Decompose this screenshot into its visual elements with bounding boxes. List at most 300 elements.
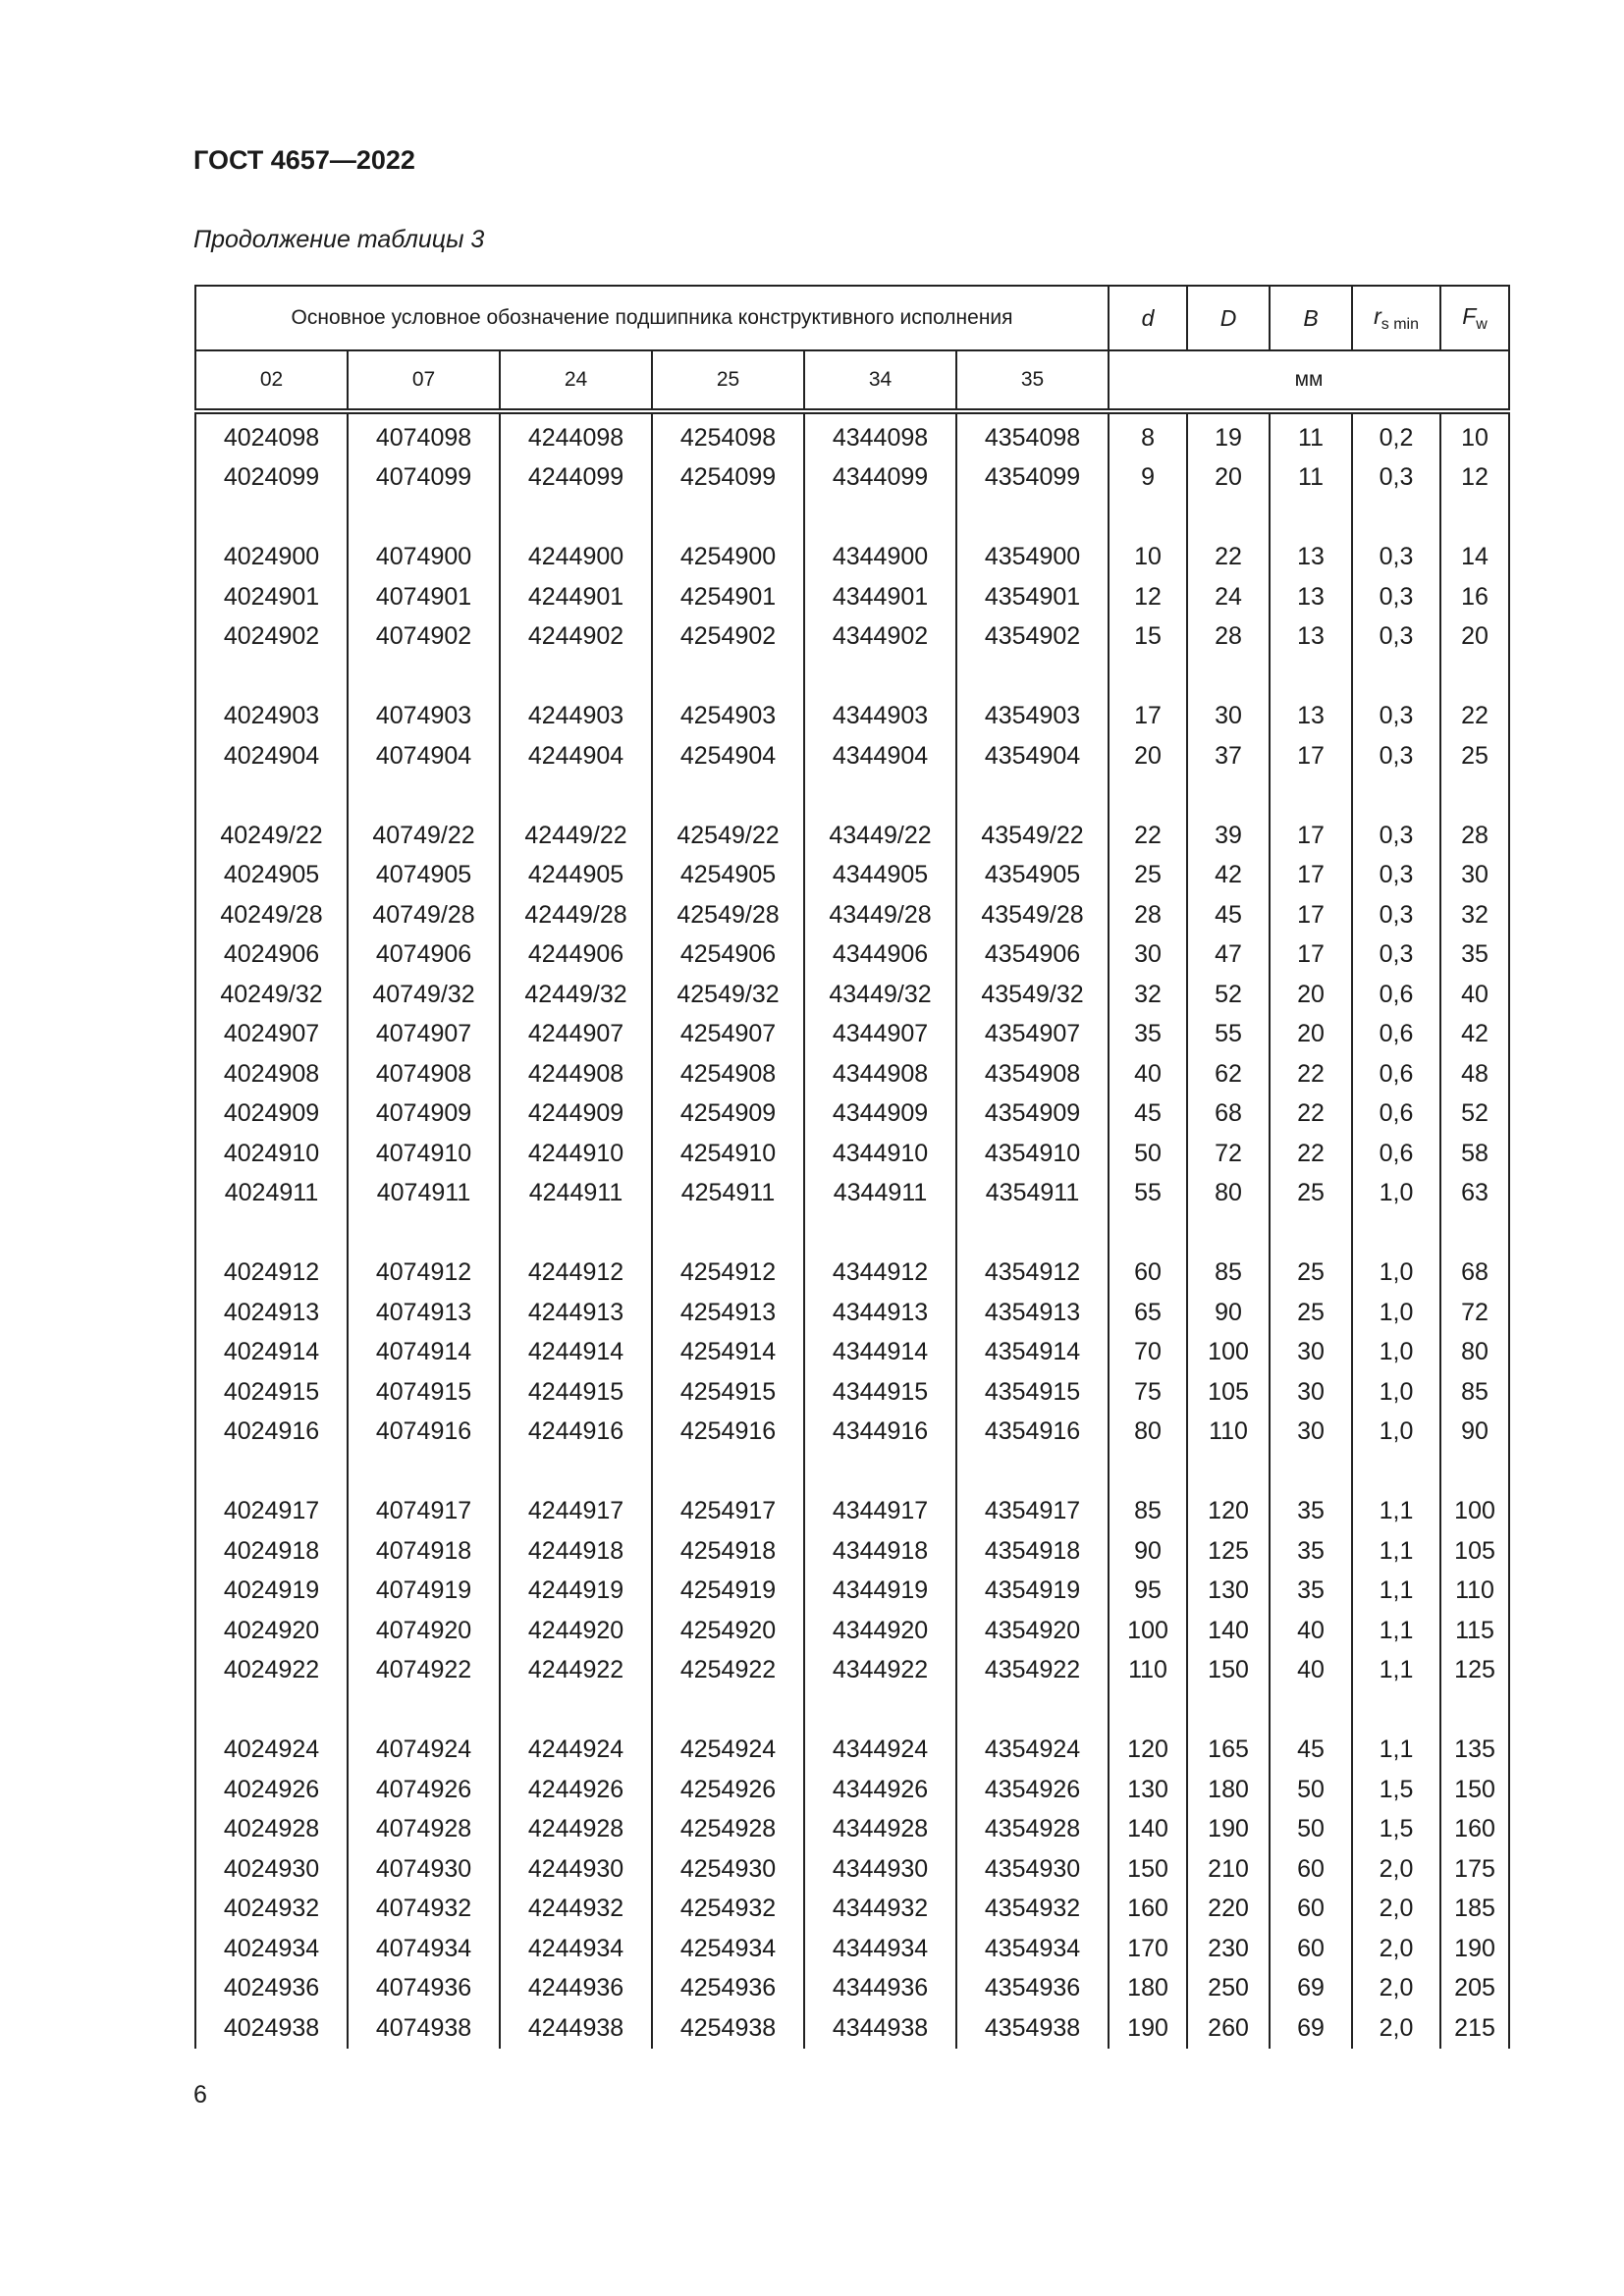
- cell-rs-min: 0,3: [1352, 458, 1440, 499]
- cell-series-34: 4344918: [804, 1531, 956, 1572]
- spacer-cell: [956, 776, 1109, 817]
- cell-series-07: 40749/22: [348, 816, 500, 856]
- cell-width: 17: [1270, 856, 1352, 896]
- cell-series-24: 4244099: [500, 458, 652, 499]
- cell-width: 25: [1270, 1174, 1352, 1214]
- cell-series-24: 4244900: [500, 538, 652, 578]
- cell-series-25: 4254916: [652, 1413, 804, 1453]
- cell-d: 80: [1109, 1413, 1187, 1453]
- spacer-cell: [195, 657, 348, 697]
- cell-d: 150: [1109, 1849, 1187, 1890]
- cell-fw: 125: [1440, 1651, 1509, 1691]
- cell-series-35: 43549/22: [956, 816, 1109, 856]
- cell-d: 55: [1109, 1174, 1187, 1214]
- cell-outer-d: 22: [1187, 538, 1270, 578]
- cell-series-02: 4024914: [195, 1333, 348, 1373]
- spacer-cell: [1270, 1213, 1352, 1254]
- spacer-cell: [1187, 1690, 1270, 1731]
- cell-rs-min: 2,0: [1352, 2008, 1440, 2049]
- spacer-cell: [1187, 657, 1270, 697]
- cell-fw: 35: [1440, 935, 1509, 976]
- spacer-cell: [1109, 1452, 1187, 1492]
- cell-outer-d: 28: [1187, 617, 1270, 658]
- cell-rs-min: 0,3: [1352, 617, 1440, 658]
- cell-series-35: 4354910: [956, 1134, 1109, 1174]
- cell-series-24: 4244930: [500, 1849, 652, 1890]
- spacer-cell: [1352, 1690, 1440, 1731]
- cell-outer-d: 62: [1187, 1054, 1270, 1095]
- cell-series-02: 4024907: [195, 1015, 348, 1055]
- cell-series-34: 4344905: [804, 856, 956, 896]
- cell-rs-min: 1,5: [1352, 1770, 1440, 1810]
- cell-series-02: 4024915: [195, 1372, 348, 1413]
- cell-series-24: 4244914: [500, 1333, 652, 1373]
- cell-fw: 20: [1440, 617, 1509, 658]
- cell-rs-min: 0,6: [1352, 1054, 1440, 1095]
- cell-series-25: 4254911: [652, 1174, 804, 1214]
- cell-outer-d: 180: [1187, 1770, 1270, 1810]
- cell-series-25: 4254920: [652, 1611, 804, 1651]
- cell-series-35: 4354936: [956, 1969, 1109, 2009]
- cell-width: 20: [1270, 1015, 1352, 1055]
- spacer-cell: [348, 776, 500, 817]
- cell-series-25: 4254098: [652, 411, 804, 458]
- spacer-cell: [195, 1452, 348, 1492]
- table-row: [195, 2008, 1509, 2049]
- cell-fw: 80: [1440, 1333, 1509, 1373]
- cell-series-07: 4074904: [348, 736, 500, 776]
- cell-series-07: 4074930: [348, 1849, 500, 1890]
- cell-series-02: 4024905: [195, 856, 348, 896]
- cell-series-25: 4254932: [652, 1890, 804, 1930]
- spacer-cell: [1109, 498, 1187, 538]
- cell-rs-min: 1,1: [1352, 1611, 1440, 1651]
- cell-d: 10: [1109, 538, 1187, 578]
- table-row: [195, 1531, 1509, 1572]
- cell-rs-min: 0,2: [1352, 411, 1440, 458]
- table-row: [195, 458, 1509, 499]
- cell-series-24: 4244912: [500, 1254, 652, 1294]
- table-row: [195, 1174, 1509, 1214]
- cell-d: 12: [1109, 577, 1187, 617]
- spacer-cell: [1109, 776, 1187, 817]
- header-width: B: [1270, 286, 1352, 350]
- cell-series-24: 4244907: [500, 1015, 652, 1055]
- cell-series-24: 4244922: [500, 1651, 652, 1691]
- cell-series-24: 4244926: [500, 1770, 652, 1810]
- cell-fw: 72: [1440, 1293, 1509, 1333]
- cell-series-07: 4074917: [348, 1492, 500, 1532]
- cell-d: 22: [1109, 816, 1187, 856]
- spacer-cell: [195, 1690, 348, 1731]
- cell-width: 60: [1270, 1849, 1352, 1890]
- rs-subscript: s min: [1380, 315, 1419, 333]
- cell-series-34: 4344919: [804, 1572, 956, 1612]
- cell-series-35: 43549/28: [956, 895, 1109, 935]
- cell-series-34: 43449/32: [804, 975, 956, 1015]
- cell-rs-min: 0,3: [1352, 577, 1440, 617]
- spacer-cell: [500, 498, 652, 538]
- spacer-cell: [348, 1213, 500, 1254]
- table-row: [195, 1651, 1509, 1691]
- cell-outer-d: 52: [1187, 975, 1270, 1015]
- cell-width: 50: [1270, 1770, 1352, 1810]
- cell-d: 9: [1109, 458, 1187, 499]
- cell-series-24: 4244924: [500, 1731, 652, 1771]
- cell-series-34: 4344912: [804, 1254, 956, 1294]
- bearing-dimensions-table: [194, 285, 1510, 2049]
- cell-series-02: 4024912: [195, 1254, 348, 1294]
- spacer-cell: [1187, 776, 1270, 817]
- cell-series-24: 4244905: [500, 856, 652, 896]
- cell-width: 22: [1270, 1054, 1352, 1095]
- cell-series-02: 4024932: [195, 1890, 348, 1930]
- cell-fw: 32: [1440, 895, 1509, 935]
- spacer-cell: [1352, 1452, 1440, 1492]
- cell-series-34: 4344915: [804, 1372, 956, 1413]
- cell-series-25: 4254099: [652, 458, 804, 499]
- cell-series-25: 42549/28: [652, 895, 804, 935]
- cell-series-07: 4074908: [348, 1054, 500, 1095]
- cell-series-34: 4344904: [804, 736, 956, 776]
- cell-rs-min: 1,0: [1352, 1254, 1440, 1294]
- header-series-35: 35: [956, 350, 1109, 411]
- cell-series-24: 4244919: [500, 1572, 652, 1612]
- cell-series-25: 4254913: [652, 1293, 804, 1333]
- cell-width: 17: [1270, 935, 1352, 976]
- cell-series-35: 4354913: [956, 1293, 1109, 1333]
- cell-series-34: 4344911: [804, 1174, 956, 1214]
- cell-rs-min: 0,3: [1352, 697, 1440, 737]
- cell-series-07: 4074909: [348, 1095, 500, 1135]
- spacer-cell: [1270, 1690, 1352, 1731]
- spacer-cell: [804, 1690, 956, 1731]
- cell-series-34: 4344932: [804, 1890, 956, 1930]
- cell-width: 35: [1270, 1572, 1352, 1612]
- cell-series-34: 4344936: [804, 1969, 956, 2009]
- cell-series-02: 4024922: [195, 1651, 348, 1691]
- table-row: [195, 617, 1509, 658]
- cell-outer-d: 140: [1187, 1611, 1270, 1651]
- cell-series-07: 4074928: [348, 1810, 500, 1850]
- spacer-cell: [652, 1690, 804, 1731]
- cell-fw: 135: [1440, 1731, 1509, 1771]
- cell-rs-min: 0,6: [1352, 1134, 1440, 1174]
- group-spacer-row: [195, 776, 1509, 817]
- cell-series-35: 4354911: [956, 1174, 1109, 1214]
- header-rs-min: [1352, 286, 1440, 350]
- cell-series-35: 4354917: [956, 1492, 1109, 1532]
- cell-series-34: 4344902: [804, 617, 956, 658]
- cell-series-02: 4024903: [195, 697, 348, 737]
- cell-d: 25: [1109, 856, 1187, 896]
- cell-series-34: 4344906: [804, 935, 956, 976]
- cell-series-35: 4354920: [956, 1611, 1109, 1651]
- cell-series-07: 4074924: [348, 1731, 500, 1771]
- cell-outer-d: 68: [1187, 1095, 1270, 1135]
- cell-series-07: 4074910: [348, 1134, 500, 1174]
- cell-series-35: 4354909: [956, 1095, 1109, 1135]
- cell-series-34: 4344926: [804, 1770, 956, 1810]
- cell-series-34: 4344930: [804, 1849, 956, 1890]
- table-row: [195, 1572, 1509, 1612]
- cell-series-25: 4254924: [652, 1731, 804, 1771]
- cell-series-02: 4024926: [195, 1770, 348, 1810]
- spacer-cell: [500, 776, 652, 817]
- cell-d: 75: [1109, 1372, 1187, 1413]
- cell-series-35: 4354930: [956, 1849, 1109, 1890]
- cell-series-34: 4344099: [804, 458, 956, 499]
- group-spacer-row: [195, 498, 1509, 538]
- cell-outer-d: 100: [1187, 1333, 1270, 1373]
- cell-d: 100: [1109, 1611, 1187, 1651]
- cell-rs-min: 1,1: [1352, 1492, 1440, 1532]
- cell-width: 60: [1270, 1890, 1352, 1930]
- table-row: [195, 1254, 1509, 1294]
- cell-series-07: 4074915: [348, 1372, 500, 1413]
- cell-series-35: 4354922: [956, 1651, 1109, 1691]
- cell-series-35: 4354912: [956, 1254, 1109, 1294]
- spacer-cell: [1352, 1213, 1440, 1254]
- cell-series-07: 4074920: [348, 1611, 500, 1651]
- spacer-cell: [500, 1452, 652, 1492]
- cell-fw: 42: [1440, 1015, 1509, 1055]
- cell-series-35: 4354906: [956, 935, 1109, 976]
- cell-width: 35: [1270, 1531, 1352, 1572]
- spacer-cell: [500, 1690, 652, 1731]
- table-row: [195, 1293, 1509, 1333]
- cell-width: 25: [1270, 1254, 1352, 1294]
- spacer-cell: [652, 1452, 804, 1492]
- cell-series-07: 4074914: [348, 1333, 500, 1373]
- cell-series-34: 4344914: [804, 1333, 956, 1373]
- cell-d: 95: [1109, 1572, 1187, 1612]
- cell-series-34: 4344903: [804, 697, 956, 737]
- cell-fw: 22: [1440, 697, 1509, 737]
- cell-series-35: 4354900: [956, 538, 1109, 578]
- rs-symbol: r: [1374, 302, 1381, 329]
- cell-fw: 40: [1440, 975, 1509, 1015]
- cell-rs-min: 1,0: [1352, 1372, 1440, 1413]
- cell-series-35: 4354938: [956, 2008, 1109, 2049]
- cell-outer-d: 42: [1187, 856, 1270, 896]
- cell-series-07: 4074900: [348, 538, 500, 578]
- cell-series-07: 4074912: [348, 1254, 500, 1294]
- header-series-34: 34: [804, 350, 956, 411]
- spacer-cell: [348, 1452, 500, 1492]
- cell-series-25: 4254909: [652, 1095, 804, 1135]
- cell-series-02: 4024906: [195, 935, 348, 976]
- cell-rs-min: 1,1: [1352, 1572, 1440, 1612]
- cell-series-24: 4244917: [500, 1492, 652, 1532]
- spacer-cell: [1440, 498, 1509, 538]
- spacer-cell: [500, 1213, 652, 1254]
- cell-rs-min: 2,0: [1352, 1929, 1440, 1969]
- cell-d: 50: [1109, 1134, 1187, 1174]
- cell-series-24: 4244938: [500, 2008, 652, 2049]
- cell-series-02: 4024916: [195, 1413, 348, 1453]
- cell-outer-d: 120: [1187, 1492, 1270, 1532]
- table-row: [195, 935, 1509, 976]
- cell-series-07: 4074922: [348, 1651, 500, 1691]
- cell-outer-d: 20: [1187, 458, 1270, 499]
- cell-series-07: 4074938: [348, 2008, 500, 2049]
- table-row: [195, 1810, 1509, 1850]
- cell-d: 40: [1109, 1054, 1187, 1095]
- spacer-cell: [804, 1213, 956, 1254]
- cell-series-02: 4024908: [195, 1054, 348, 1095]
- table-row: [195, 816, 1509, 856]
- cell-series-34: 4344916: [804, 1413, 956, 1453]
- cell-rs-min: 0,3: [1352, 538, 1440, 578]
- cell-series-07: 4074926: [348, 1770, 500, 1810]
- cell-rs-min: 0,6: [1352, 975, 1440, 1015]
- cell-series-35: 4354934: [956, 1929, 1109, 1969]
- cell-fw: 63: [1440, 1174, 1509, 1214]
- cell-outer-d: 165: [1187, 1731, 1270, 1771]
- cell-series-02: 4024904: [195, 736, 348, 776]
- header-series-02: 02: [195, 350, 348, 411]
- cell-fw: 14: [1440, 538, 1509, 578]
- cell-series-35: 4354919: [956, 1572, 1109, 1612]
- cell-rs-min: 1,0: [1352, 1413, 1440, 1453]
- cell-rs-min: 0,6: [1352, 1095, 1440, 1135]
- spacer-cell: [652, 657, 804, 697]
- table-row: [195, 736, 1509, 776]
- cell-series-02: 4024910: [195, 1134, 348, 1174]
- cell-d: 90: [1109, 1531, 1187, 1572]
- cell-series-25: 4254934: [652, 1929, 804, 1969]
- cell-series-25: 4254930: [652, 1849, 804, 1890]
- spacer-cell: [956, 657, 1109, 697]
- spacer-cell: [1440, 1452, 1509, 1492]
- cell-d: 32: [1109, 975, 1187, 1015]
- cell-series-35: 4354914: [956, 1333, 1109, 1373]
- cell-outer-d: 260: [1187, 2008, 1270, 2049]
- cell-series-35: 4354916: [956, 1413, 1109, 1453]
- cell-series-24: 4244904: [500, 736, 652, 776]
- cell-fw: 185: [1440, 1890, 1509, 1930]
- table-row: [195, 1969, 1509, 2009]
- cell-rs-min: 1,5: [1352, 1810, 1440, 1850]
- cell-outer-d: 110: [1187, 1413, 1270, 1453]
- cell-series-24: 4244098: [500, 411, 652, 458]
- cell-series-24: 4244906: [500, 935, 652, 976]
- cell-outer-d: 19: [1187, 411, 1270, 458]
- cell-width: 20: [1270, 975, 1352, 1015]
- cell-rs-min: 0,3: [1352, 895, 1440, 935]
- cell-series-24: 4244928: [500, 1810, 652, 1850]
- cell-outer-d: 190: [1187, 1810, 1270, 1850]
- table-row: [195, 1015, 1509, 1055]
- cell-series-25: 42549/22: [652, 816, 804, 856]
- cell-series-24: 4244920: [500, 1611, 652, 1651]
- cell-series-34: 4344922: [804, 1651, 956, 1691]
- cell-series-07: 4074913: [348, 1293, 500, 1333]
- cell-d: 60: [1109, 1254, 1187, 1294]
- cell-series-25: 42549/32: [652, 975, 804, 1015]
- cell-series-25: 4254905: [652, 856, 804, 896]
- cell-series-35: 4354932: [956, 1890, 1109, 1930]
- cell-series-02: 4024934: [195, 1929, 348, 1969]
- cell-outer-d: 130: [1187, 1572, 1270, 1612]
- cell-fw: 150: [1440, 1770, 1509, 1810]
- table-row: [195, 1929, 1509, 1969]
- cell-rs-min: 1,1: [1352, 1531, 1440, 1572]
- table-caption: Продолжение таблицы 3: [193, 226, 485, 253]
- cell-fw: 28: [1440, 816, 1509, 856]
- spacer-cell: [195, 498, 348, 538]
- cell-series-35: 4354904: [956, 736, 1109, 776]
- table-header: [195, 286, 1509, 411]
- spacer-cell: [500, 657, 652, 697]
- cell-series-35: 4354926: [956, 1770, 1109, 1810]
- cell-series-34: 43449/28: [804, 895, 956, 935]
- cell-d: 30: [1109, 935, 1187, 976]
- cell-width: 40: [1270, 1651, 1352, 1691]
- header-series-24: 24: [500, 350, 652, 411]
- cell-rs-min: 2,0: [1352, 1969, 1440, 2009]
- cell-series-34: 4344924: [804, 1731, 956, 1771]
- cell-series-25: 4254910: [652, 1134, 804, 1174]
- table-row: [195, 856, 1509, 896]
- cell-width: 13: [1270, 697, 1352, 737]
- spacer-cell: [1270, 657, 1352, 697]
- cell-d: 65: [1109, 1293, 1187, 1333]
- cell-fw: 205: [1440, 1969, 1509, 2009]
- spacer-cell: [652, 776, 804, 817]
- spacer-cell: [1440, 1213, 1509, 1254]
- cell-series-25: 4254919: [652, 1572, 804, 1612]
- cell-d: 180: [1109, 1969, 1187, 2009]
- cell-series-24: 4244901: [500, 577, 652, 617]
- table-row: [195, 411, 1509, 458]
- cell-d: 160: [1109, 1890, 1187, 1930]
- cell-series-25: 4254928: [652, 1810, 804, 1850]
- cell-d: 70: [1109, 1333, 1187, 1373]
- cell-outer-d: 230: [1187, 1929, 1270, 1969]
- cell-series-25: 4254914: [652, 1333, 804, 1373]
- cell-series-02: 4024098: [195, 411, 348, 458]
- cell-series-24: 4244934: [500, 1929, 652, 1969]
- cell-rs-min: 0,3: [1352, 856, 1440, 896]
- cell-rs-min: 0,3: [1352, 935, 1440, 976]
- spacer-cell: [1440, 657, 1509, 697]
- cell-series-07: 4074903: [348, 697, 500, 737]
- cell-outer-d: 47: [1187, 935, 1270, 976]
- cell-series-25: 4254906: [652, 935, 804, 976]
- cell-series-34: 4344934: [804, 1929, 956, 1969]
- cell-fw: 25: [1440, 736, 1509, 776]
- spacer-cell: [1352, 498, 1440, 538]
- table-row: [195, 1731, 1509, 1771]
- cell-series-25: 4254903: [652, 697, 804, 737]
- table-body: [195, 411, 1509, 2049]
- cell-series-25: 4254936: [652, 1969, 804, 2009]
- cell-width: 30: [1270, 1333, 1352, 1373]
- group-spacer-row: [195, 1690, 1509, 1731]
- cell-series-25: 4254938: [652, 2008, 804, 2049]
- cell-fw: 100: [1440, 1492, 1509, 1532]
- cell-series-35: 4354098: [956, 411, 1109, 458]
- cell-fw: 12: [1440, 458, 1509, 499]
- cell-width: 35: [1270, 1492, 1352, 1532]
- cell-series-07: 4074934: [348, 1929, 500, 1969]
- spacer-cell: [1109, 1213, 1187, 1254]
- cell-width: 17: [1270, 736, 1352, 776]
- cell-series-07: 4074916: [348, 1413, 500, 1453]
- table-row: [195, 1413, 1509, 1453]
